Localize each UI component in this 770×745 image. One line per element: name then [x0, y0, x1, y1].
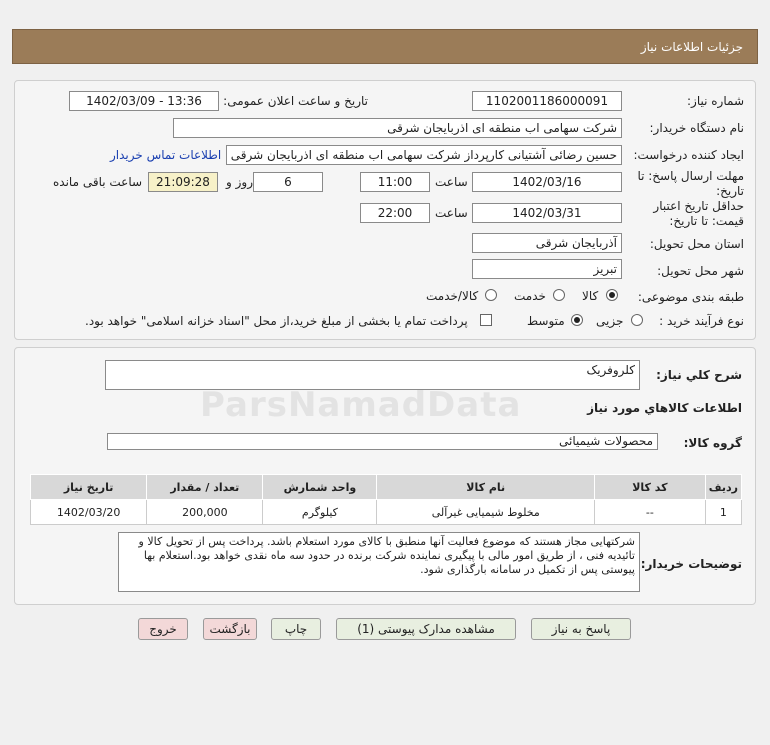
col-code: کد کالا [595, 475, 706, 500]
need-number-field: 1102001186000091 [472, 91, 622, 111]
process-label: نوع فرآیند خرید : [659, 314, 744, 328]
days-field: 6 [253, 172, 323, 192]
buyer-notes-label: توضیحات خریدار: [640, 557, 742, 571]
treasury-payment-checkbox[interactable] [480, 314, 492, 326]
buyer-org-field: شرکت سهامی اب منطقه ای اذربایجان شرقی [173, 118, 622, 138]
exit-button[interactable]: خروج [138, 618, 188, 640]
cell-name: مخلوط شیمیایی غیرآلی [377, 500, 595, 525]
process-radio-medium[interactable] [571, 314, 583, 326]
items-table [30, 474, 742, 525]
process-option-minor: جزیی [596, 314, 624, 328]
buyer-notes-field: شرکتهایی مجاز هستند که موضوع فعالیت آنها منطبق با کالای مورد استعلام باشد. پرداخت پس از تحویل کالا و تائیدیه فنی ، از طریق امور مالی با پیگیری نماینده شرکت برنده در حدود سه ماه نقدی خواهد بود.استعلام بها پیوستی پس از تکمیل در سامانه بارگذاری شود. [118, 532, 640, 592]
col-row: ردیف [705, 475, 741, 500]
remaining-label: ساعت باقی مانده [53, 175, 143, 189]
reply-date-field: 1402/03/16 [472, 172, 622, 192]
general-desc-label: شرح کلي نياز: [656, 368, 742, 382]
reply-time-label: ساعت [435, 175, 468, 189]
table-row [31, 500, 742, 525]
category-option-service: خدمت [514, 289, 546, 303]
city-field: تبریز [472, 259, 622, 279]
city-label: شهر محل تحویل: [657, 264, 744, 278]
buyer-contact-link[interactable]: اطلاعات تماس خریدار [110, 148, 222, 162]
announce-field: 1402/03/09 - 13:36 [69, 91, 219, 111]
process-option-medium: متوسط [527, 314, 565, 328]
goods-group-field: محصولات شیمیائی [107, 433, 658, 450]
category-option-goods-service: کالا/خدمت [426, 289, 479, 303]
remaining-time-field: 21:09:28 [148, 172, 218, 192]
attachments-button[interactable]: مشاهده مدارک پیوستی (1) [336, 618, 516, 640]
validity-time-field: 22:00 [360, 203, 430, 223]
validity-label: حداقل تاریخ اعتبار قیمت: تا تاریخ: [653, 199, 744, 228]
reply-deadline-label: مهلت ارسال پاسخ: تا تاریخ: [637, 169, 744, 198]
general-desc-field: کلروفریک [105, 360, 640, 390]
page-header [12, 29, 758, 64]
items-table-header [31, 475, 742, 500]
col-unit: واحد شمارش [263, 475, 377, 500]
need-number-label: شماره نیاز: [687, 94, 744, 108]
payment-note: پرداخت تمام یا بخشی از مبلغ خرید،از محل "اسناد خزانه اسلامی" خواهد بود. [85, 314, 468, 328]
reply-time-field: 11:00 [360, 172, 430, 192]
category-option-goods: کالا [582, 289, 599, 303]
cell-unit: کیلوگرم [263, 500, 377, 525]
category-radio-goods[interactable] [606, 289, 618, 301]
province-label: استان محل تحویل: [649, 237, 744, 251]
category-radio-service[interactable] [553, 289, 565, 301]
category-label: طبقه بندی موضوعی: [637, 290, 744, 304]
buyer-org-label: نام دستگاه خریدار: [649, 121, 744, 135]
items-info-title: اطلاعات کالاهاي مورد نياز [587, 401, 742, 415]
validity-time-label: ساعت [435, 206, 468, 220]
days-label: روز و [226, 175, 253, 189]
col-name: نام کالا [377, 475, 595, 500]
validity-date-field: 1402/03/31 [472, 203, 622, 223]
reply-button[interactable]: پاسخ به نیاز [531, 618, 631, 640]
cell-qty: 200,000 [147, 500, 263, 525]
col-date: تاریخ نیاز [31, 475, 147, 500]
category-radio-goods-service[interactable] [485, 289, 497, 301]
back-button[interactable]: بازگشت [203, 618, 257, 640]
announce-label: تاریخ و ساعت اعلان عمومی: [223, 94, 368, 108]
creator-label: ایجاد کننده درخواست: [633, 148, 744, 162]
goods-group-label: گروه کالا: [683, 436, 742, 450]
cell-code: -- [595, 500, 706, 525]
print-button[interactable]: چاپ [271, 618, 321, 640]
cell-date: 1402/03/20 [31, 500, 147, 525]
process-radio-minor[interactable] [631, 314, 643, 326]
cell-row: 1 [705, 500, 741, 525]
page-title: جزئیات اطلاعات نیاز [640, 40, 743, 54]
province-field: آذربایجان شرقی [472, 233, 622, 253]
col-qty: تعداد / مقدار [147, 475, 263, 500]
creator-field: حسین رضائی آشتیانی کارپرداز شرکت سهامی اب منطقه ای اذربایجان شرقی [226, 145, 622, 165]
